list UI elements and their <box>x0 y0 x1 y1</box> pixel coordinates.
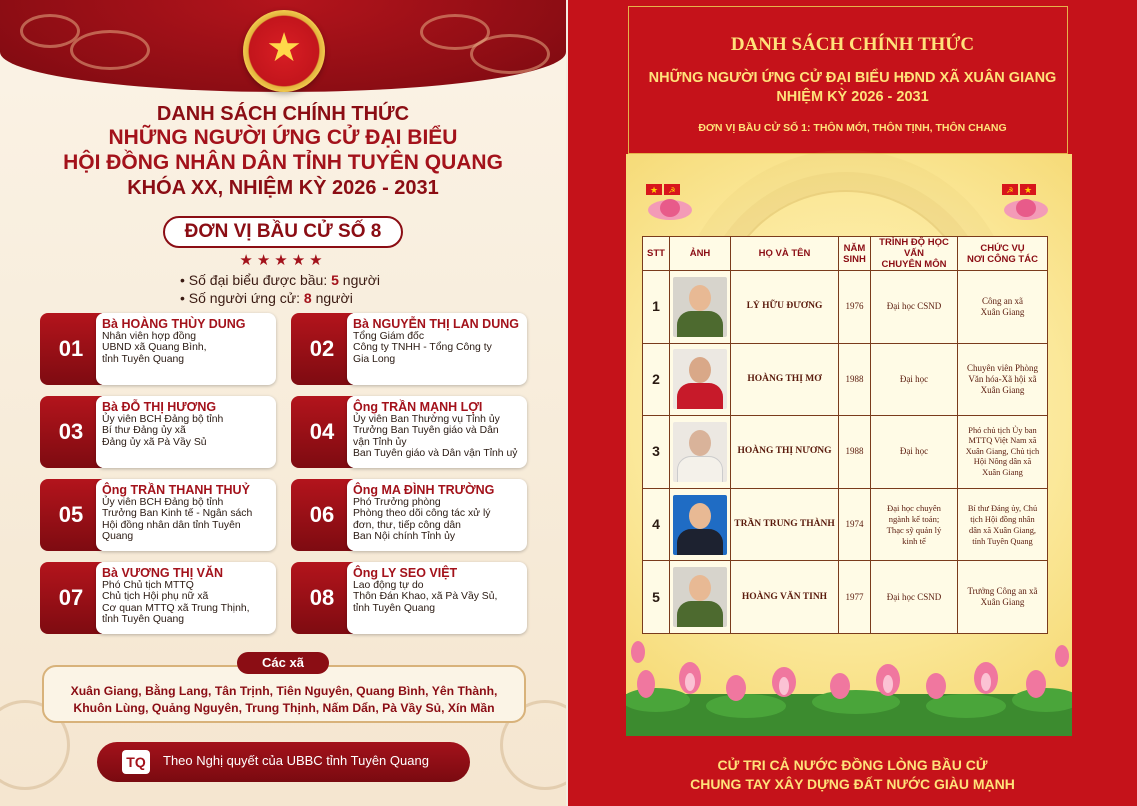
table-scroll-panel <box>626 154 1072 736</box>
candidate-desc-line: Công ty TNHH - Tổng Công ty <box>353 342 492 354</box>
candidate-info <box>96 313 276 385</box>
row-role: Trưởng Công an xã Xuân Giang <box>958 561 1048 634</box>
row-birth: 1988 <box>839 416 871 489</box>
row-name: HOÀNG THỊ NƯƠNG <box>731 416 839 489</box>
candidate-desc-line: Tổng Giám đốc <box>353 331 425 342</box>
candidate-card <box>40 313 276 385</box>
candidate-desc-line: Lao động tự do <box>353 580 424 591</box>
candidate-desc-line: Đảng ủy xã Pà Vầy Sủ <box>102 436 207 448</box>
candidate-name: Bà HOÀNG THÙY DUNG <box>102 317 246 331</box>
candidate-photo <box>670 271 731 344</box>
right-title: DANH SÁCH CHÍNH THỨC <box>730 34 975 55</box>
right-subtitle-line-1: NHỮNG NGƯỜI ỨNG CỬ ĐẠI BIỂU HĐND XÃ XUÂN GIANG <box>648 70 1057 86</box>
row-education: Đại học CSND <box>871 271 958 344</box>
row-role: Bí thư Đảng ủy, Chủ tịch Hội đồng nhân dân xã Xuân Giang, tỉnh Tuyên Quang <box>958 488 1048 561</box>
candidate-desc-line: UBND xã Quang Bình, <box>102 342 207 354</box>
seats-value: 5 <box>331 272 339 288</box>
candidate-info <box>96 562 276 634</box>
stars-icon: ★★★★★ <box>239 251 327 269</box>
candidate-card <box>291 313 527 385</box>
right-subtitle-line-2: NHIỆM KỲ 2026 - 2031 <box>776 89 929 105</box>
candidate-card <box>291 562 527 634</box>
candidate-desc-line: Trưởng Ban Kinh tế - Ngân sách <box>102 508 253 520</box>
candidate-number: 08 <box>291 562 353 634</box>
candidates-stat: • Số người ứng cử: 8 người <box>180 290 353 306</box>
row-birth: 1977 <box>839 561 871 634</box>
row-role: Chuyên viên Phòng Văn hóa-Xã hội xã Xuân Giang <box>958 343 1048 416</box>
row-education: Đại học CSND <box>871 561 958 634</box>
national-emblem-icon: ★ <box>243 10 325 92</box>
candidate-desc-line: Phòng theo dõi công tác xử lý <box>353 508 491 520</box>
svg-text:★: ★ <box>649 186 659 196</box>
candidate-info <box>96 479 276 551</box>
table-row <box>643 343 1048 416</box>
candidate-info <box>347 562 527 634</box>
row-stt: 1 <box>643 271 670 344</box>
left-poster <box>0 0 566 806</box>
row-birth: 1988 <box>839 343 871 416</box>
candidate-desc-line: tỉnh Tuyên Quang <box>353 602 436 614</box>
candidate-number: 03 <box>40 396 102 468</box>
flag-lotus-left-icon <box>640 182 700 222</box>
candidate-desc-line: đơn, thư, tiếp công dân <box>353 519 461 531</box>
table-row <box>643 488 1048 561</box>
title-line-1: DANH SÁCH CHÍNH THỨC <box>156 103 410 125</box>
col-education: TRÌNH ĐỘ HỌC VẤN CHUYÊN MÔN <box>871 237 958 271</box>
row-name: HOÀNG THỊ MƠ <box>731 343 839 416</box>
row-name: LỶ HỮU ĐƯƠNG <box>731 271 839 344</box>
candidate-desc-line: Nhân viên hợp đồng <box>102 331 197 342</box>
slogan-line-2: CHUNG TAY XÂY DỰNG ĐẤT NƯỚC GIÀU MẠNH <box>690 776 1015 792</box>
slogan-line-1: CỬ TRI CẢ NƯỚC ĐỒNG LÒNG BẦU CỬ <box>717 757 988 773</box>
election-unit-label: ĐƠN VỊ BẦU CỬ SỐ 8 <box>163 216 403 248</box>
candidate-desc-line: tỉnh Tuyên Quang <box>102 353 185 365</box>
candidate-desc-line: Quang <box>102 531 134 543</box>
candidate-desc-line: tỉnh Tuyên Quang <box>102 614 185 626</box>
row-education: Đại học <box>871 416 958 489</box>
title-line-3: HỘI ĐỒNG NHÂN DÂN TỈNH TUYÊN QUANG <box>63 151 503 174</box>
tq-logo-icon: TQ <box>122 750 150 774</box>
candidate-card <box>40 396 276 468</box>
table-row <box>643 416 1048 489</box>
table-row <box>643 271 1048 344</box>
candidate-desc-line: Ủy viên BCH Đảng bộ tỉnh <box>102 414 224 425</box>
communes-line: Xuân Giang, Bằng Lang, Tân Trịnh, Tiên Nguyên, Quang Bình, Yên Thành, <box>70 684 498 698</box>
cloud-ornament <box>470 34 550 74</box>
col-role: CHỨC VỤ NƠI CÔNG TÁC <box>958 237 1048 271</box>
candidate-info <box>347 396 527 468</box>
row-education: Đại học <box>871 343 958 416</box>
candidate-name: Ông TRẦN THANH THUỶ <box>102 483 250 497</box>
row-stt: 2 <box>643 343 670 416</box>
table-header-row <box>643 237 1048 271</box>
candidate-info <box>347 313 527 385</box>
candidate-desc-line: Hội đồng nhân dân tỉnh Tuyên <box>102 519 241 531</box>
candidate-desc-line: Phó Chủ tịch MTTQ <box>102 580 194 591</box>
candidate-desc-line: Thôn Đán Khao, xã Pà Vầy Sủ, <box>353 591 498 603</box>
candidate-number: 04 <box>291 396 353 468</box>
right-poster <box>568 0 1137 806</box>
candidate-desc-line: Cơ quan MTTQ xã Trung Thịnh, <box>102 602 250 614</box>
candidate-info <box>96 396 276 468</box>
svg-text:★: ★ <box>1023 186 1033 196</box>
row-birth: 1976 <box>839 271 871 344</box>
row-stt: 4 <box>643 488 670 561</box>
candidate-desc-line: Trưởng Ban Tuyên giáo và Dân <box>353 425 499 437</box>
candidate-desc-line: Ban Nội chính Tỉnh ủy <box>353 531 456 543</box>
title-line-4: KHÓA XX, NHIỆM KỲ 2026 - 2031 <box>127 177 439 199</box>
row-education: Đại học chuyên ngành kế toán; Thạc sỹ quản lý kinh tế <box>871 488 958 561</box>
lotus-garden-icon <box>626 626 1072 736</box>
candidate-desc-line: Ủy viên BCH Đảng bộ tỉnh <box>102 497 224 508</box>
candidate-name: Ông LY SEO VIỆT <box>353 566 458 580</box>
candidate-desc-line: Phó Trưởng phòng <box>353 497 441 508</box>
col-stt: STT <box>643 237 670 271</box>
candidate-number: 01 <box>40 313 102 385</box>
candidate-info <box>347 479 527 551</box>
col-name: HỌ VÀ TÊN <box>731 237 839 271</box>
candidate-desc-line: Gia Long <box>353 353 396 365</box>
row-birth: 1974 <box>839 488 871 561</box>
row-role: Phó chủ tịch Ủy ban MTTQ Việt Nam xã Xuân Giang, Chủ tịch Hội Nông dân xã Xuân Giang <box>958 416 1048 489</box>
cloud-ornament <box>70 30 150 70</box>
svg-text:☭: ☭ <box>668 186 676 195</box>
candidate-number: 05 <box>40 479 102 551</box>
row-name: HOÀNG VĂN TINH <box>731 561 839 634</box>
candidate-card <box>291 479 527 551</box>
communes-line: Khuôn Lùng, Quảng Nguyên, Trung Thịnh, Nấm Dẩn, Pà Vầy Sủ, Xín Mần <box>73 701 495 715</box>
candidates-value: 8 <box>303 290 312 306</box>
footer-banner <box>97 742 470 782</box>
candidate-number: 02 <box>291 313 353 385</box>
candidate-desc-line: Chủ tịch Hội phụ nữ xã <box>102 591 209 603</box>
candidate-name: Bà ĐỖ THỊ HƯƠNG <box>102 400 217 414</box>
flag-lotus-right-icon <box>996 182 1056 222</box>
candidate-photo <box>670 416 731 489</box>
candidate-card <box>40 562 276 634</box>
row-role: Công an xã Xuân Giang <box>958 271 1048 344</box>
row-name: TRẦN TRUNG THÀNH <box>731 488 839 561</box>
candidate-name: Ông MA ĐÌNH TRƯỜNG <box>353 483 495 497</box>
col-photo: ẢNH <box>670 237 731 271</box>
candidate-desc-line: Ủy viên Ban Thường vụ Tỉnh ủy <box>353 414 500 425</box>
candidate-photo <box>670 488 731 561</box>
candidate-photo <box>670 561 731 634</box>
candidate-number: 07 <box>40 562 102 634</box>
candidate-desc-line: vận Tỉnh ủy <box>353 436 407 448</box>
candidate-photo <box>670 343 731 416</box>
table-row <box>643 561 1048 634</box>
candidate-desc-line: Ban Tuyên giáo và Dân vận Tỉnh uỷ <box>353 448 518 460</box>
candidate-card <box>291 396 527 468</box>
candidate-card <box>40 479 276 551</box>
communes-label: Các xã <box>237 652 329 674</box>
row-stt: 5 <box>643 561 670 634</box>
candidate-name: Ông TRẦN MẠNH LỢI <box>353 400 483 414</box>
row-stt: 3 <box>643 416 670 489</box>
footer-text: Theo Nghị quyết của UBBC tỉnh Tuyên Quang <box>163 753 429 768</box>
seats-stat: • Số đại biểu được bầu: 5 người <box>180 272 381 288</box>
col-birth: NĂM SINH <box>839 237 871 271</box>
candidate-name: Bà NGUYỄN THỊ LAN DUNG <box>353 317 519 331</box>
title-line-2: NHỮNG NGƯỜI ỨNG CỬ ĐẠI BIỂU <box>108 126 458 149</box>
right-unit: ĐƠN VỊ BẦU CỬ SỐ 1: THÔN MỚI, THÔN TỊNH, THÔN CHANG <box>698 122 1007 134</box>
candidate-name: Bà VƯƠNG THỊ VĂN <box>102 566 224 580</box>
candidate-desc-line: Bí thư Đảng ủy xã <box>102 425 186 437</box>
svg-text:☭: ☭ <box>1006 186 1014 195</box>
candidates-table <box>642 236 1048 634</box>
candidate-number: 06 <box>291 479 353 551</box>
